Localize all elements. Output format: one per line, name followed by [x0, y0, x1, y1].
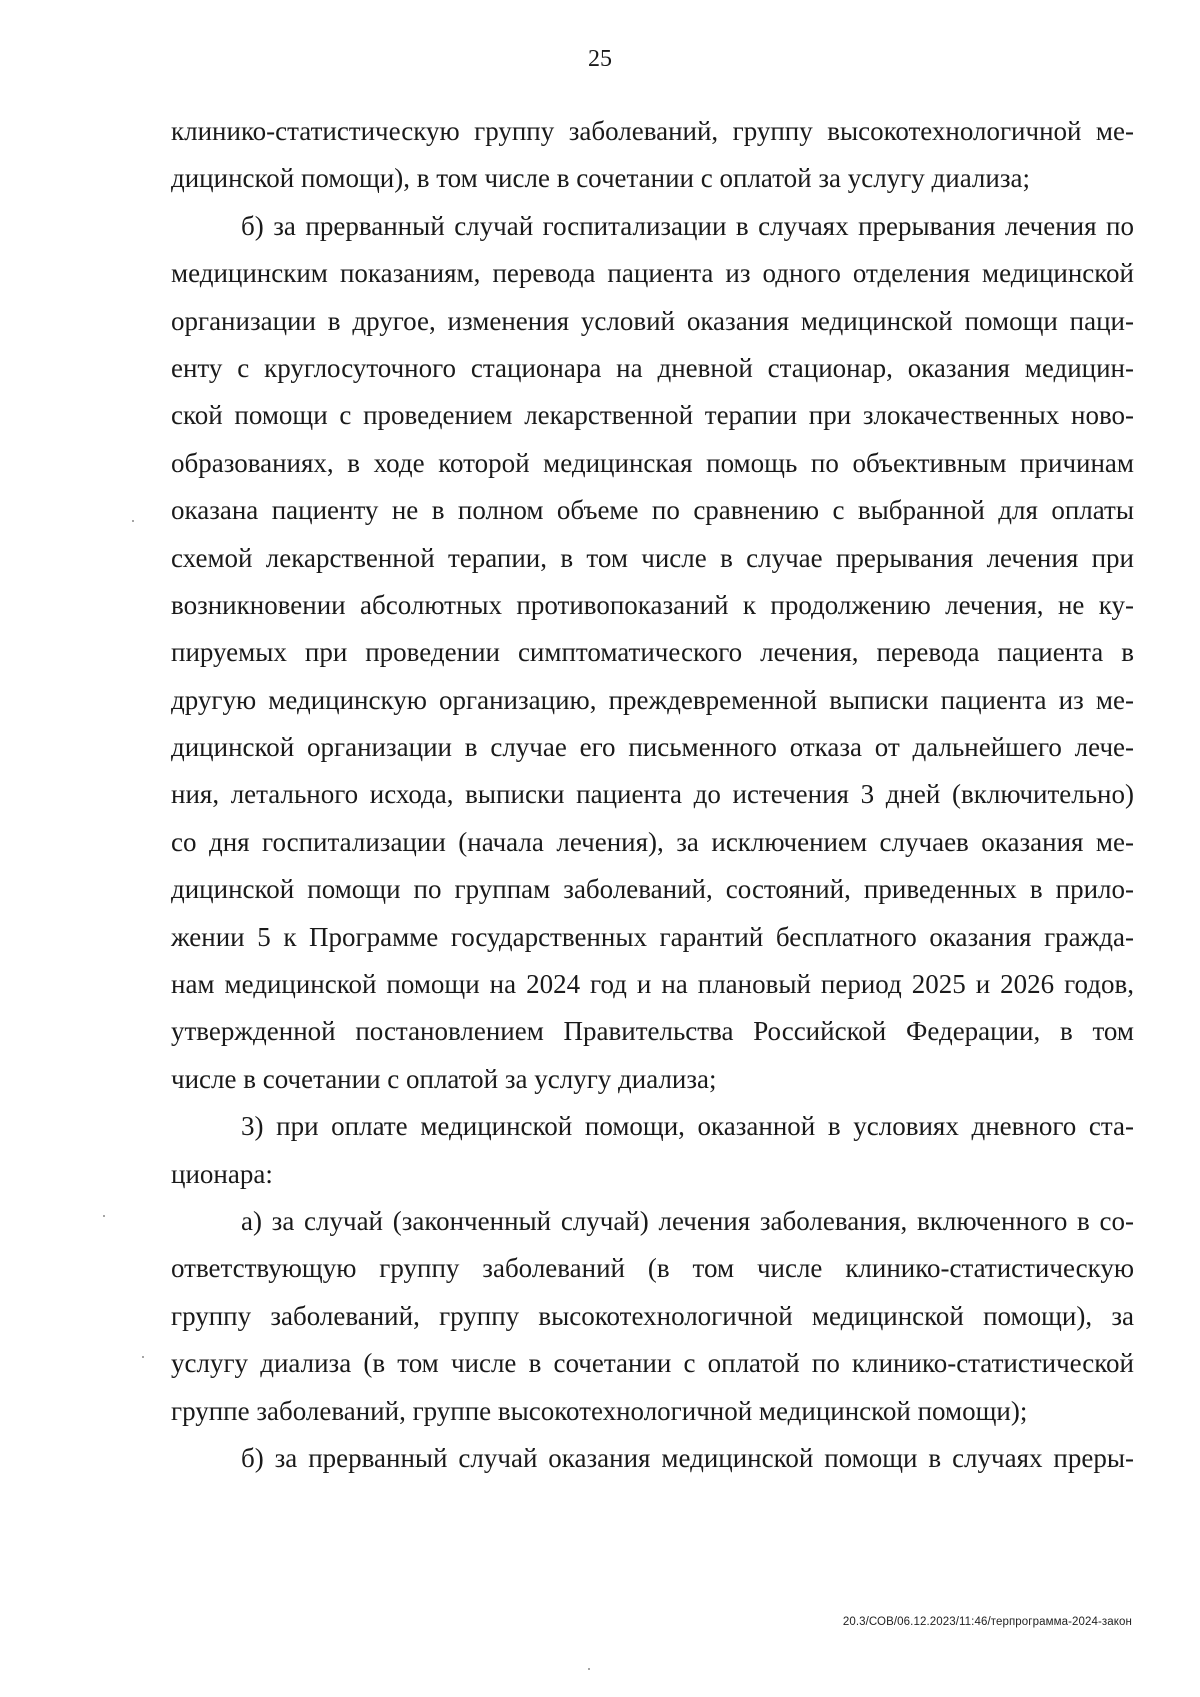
text-line: группе заболеваний, группе высокотехнологичной медицинской помощи); [171, 1395, 1028, 1426]
text-line: со дня госпитализации (начала лечения), за исключением случаев оказания ме- [171, 826, 1134, 857]
text-line: а) за случай (законченный случай) лечения заболевания, включенного в со- [241, 1205, 1134, 1236]
text-line: жении 5 к Программе государственных гарантий бесплатного оказания гражда- [171, 921, 1134, 952]
text-line: б) за прерванный случай госпитализации в случаях прерывания лечения по [241, 210, 1134, 241]
text-line: дицинской организации в случае его письменного отказа от дальнейшего лече- [171, 732, 1134, 763]
text-line: возникновении абсолютных противопоказаний к продолжению лечения, не ку- [171, 589, 1134, 620]
text-line: ционара: [171, 1158, 273, 1189]
text-line: оказана пациенту не в полном объеме по сравнению с выбранной для оплаты [171, 495, 1134, 526]
text-line: клинико-статистическую группу заболеваний, группу высокотехнологичной ме- [171, 116, 1134, 146]
text-line: пируемых при проведении симптоматического лечения, перевода пациента в [171, 637, 1134, 668]
footer-document-code: 20.3/СОВ/06.12.2023/11:46/терпрограмма-2024-закон [842, 1616, 1132, 1628]
scan-speck [588, 1668, 590, 1670]
page-number: 25 [588, 46, 612, 72]
text-line: 3) при оплате медицинской помощи, оказанной в условиях дневного ста- [241, 1111, 1134, 1142]
text-line: б) за прерванный случай оказания медицинской помощи в случаях преры- [241, 1442, 1134, 1473]
text-line: ской помощи с проведением лекарственной терапии при злокачественных ново- [171, 400, 1134, 431]
text-line: дицинской помощи по группам заболеваний, состояний, приведенных в прило- [171, 874, 1134, 905]
text-line: нам медицинской помощи на 2024 год и на плановый период 2025 и 2026 годов, [171, 969, 1134, 1000]
text-line: другую медицинскую организацию, преждевременной выписки пациента из ме- [171, 684, 1134, 715]
text-line: услугу диализа (в том числе в сочетании с оплатой по клинико-статистической [171, 1348, 1134, 1379]
scan-speck [132, 520, 134, 522]
text-line: схемой лекарственной терапии, в том числе в случае прерывания лечения при [171, 542, 1134, 573]
scan-speck [103, 1215, 105, 1217]
text-line: ния, летального исхода, выписки пациента до истечения 3 дней (включительно) [171, 779, 1134, 810]
text-line: утвержденной постановлением Правительства Российской Федерации, в том [171, 1016, 1134, 1047]
text-line: медицинским показаниям, перевода пациента из одного отделения медицинской [171, 258, 1134, 289]
text-line: дицинской помощи), в том числе в сочетании с оплатой за услугу диализа; [171, 163, 1031, 194]
text-line: группу заболеваний, группу высокотехнологичной медицинской помощи), за [171, 1300, 1134, 1331]
scan-speck [142, 1356, 144, 1358]
text-line: числе в сочетании с оплатой за услугу диализа; [171, 1063, 717, 1094]
document-body [171, 108, 1134, 1482]
text-line: образованиях, в ходе которой медицинская помощь по объективным причинам [171, 447, 1134, 478]
text-line: ответствующую группу заболеваний (в том числе клинико-статистическую [171, 1253, 1134, 1284]
text-line: организации в другое, изменения условий оказания медицинской помощи паци- [171, 305, 1134, 336]
text-line: енту с круглосуточного стационара на дневной стационар, оказания медицин- [171, 352, 1134, 383]
